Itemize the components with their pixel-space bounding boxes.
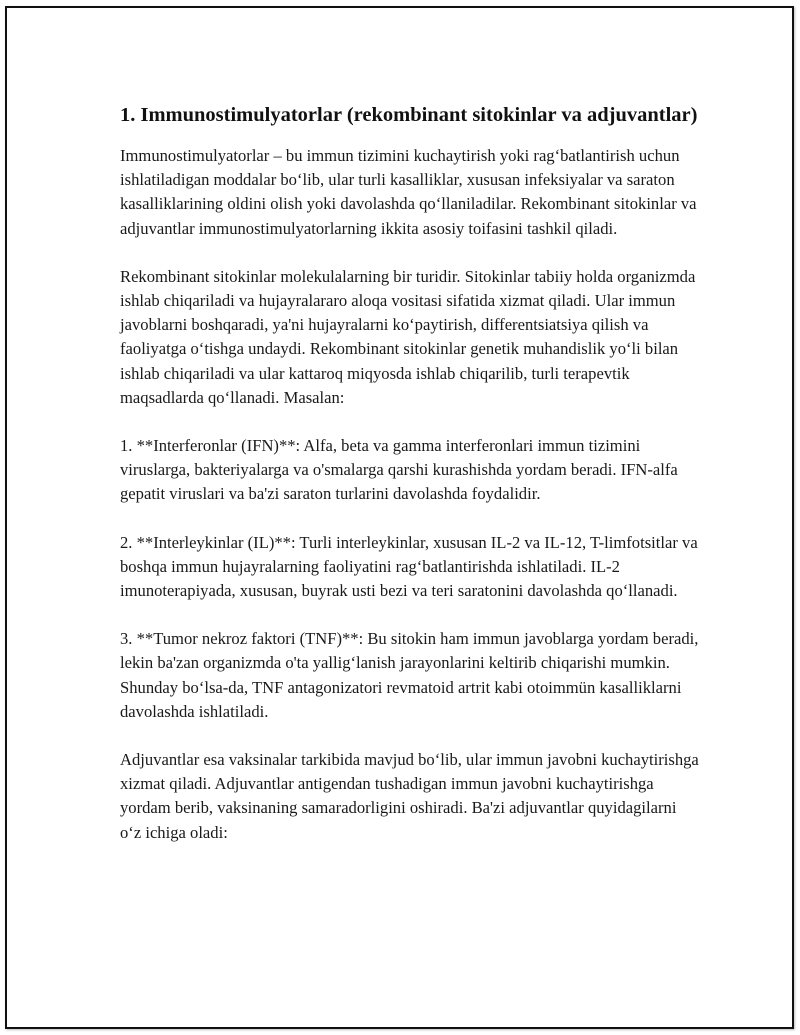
- paragraph-intro: Immunostimulyatorlar – bu immun tizimini kuchaytirish yoki rag‘batlantirish uchun ishlatiladigan moddalar bo‘lib, ular turli kasalliklar, xususan infeksiyalar va saraton kasalliklarining oldini olish yoki davolashda qo‘llaniladilar. Rekombinant sitokinlar va adjuvantlar immunostimulyatorlarning ikkita asosiy toifasini tashkil qiladi.: [120, 146, 697, 238]
- document-page: [5, 6, 794, 1029]
- list-item-interferons: 1. **Interferonlar (IFN)**: Alfa, beta va gamma interferonlari immun tizimini viruslarga, bakteriyalarga va o'smalarga qarshi kurashishda yordam beradi. IFN-alfa gepatit viruslari va ba'zi saraton turlarini davolashda foydalidir.: [120, 436, 678, 504]
- list-item-tnf: 3. **Tumor nekroz faktori (TNF)**: Bu sitokin ham immun javoblarga yordam beradi, lekin ba'zan organizmda o'ta yallig‘lanish jarayonlarini keltirib chiqarishi mumkin. Shunday bo‘lsa-da, TNF antagonizatori revmatoid artrit kabi otoimmün kasalliklarni davolashda ishlatiladi.: [120, 629, 699, 721]
- section-heading: 1. Immunostimulyatorlar (rekombinant sitokinlar va adjuvantlar): [120, 104, 698, 126]
- document-body: [120, 100, 700, 869]
- list-item-interleukins: 2. **Interleykinlar (IL)**: Turli interleykinlar, xususan IL-2 va IL-12, T-limfotsitlar va boshqa immun hujayralarning faoliyatini rag‘batlantirishda ishlatiladi. IL-2 imunoterapiyada, xususan, buyrak usti bezi va teri saratonini davolashda qo‘llanadi.: [120, 532, 698, 601]
- paragraph-adjuvants: Adjuvantlar esa vaksinalar tarkibida mavjud bo‘lib, ular immun javobni kuchaytirishga xizmat qiladi. Adjuvantlar antigendan tushadigan immun javobni kuchaytirishga yordam berib, vaksinaning samaradorligini oshiradi. Ba'zi adjuvantlar quyidagilarni o‘z ichiga oladi:: [120, 750, 699, 842]
- paragraph-recombinant-cytokines: Rekombinant sitokinlar molekulalarning bir turidir. Sitokinlar tabiiy holda organizmda ishlab chiqariladi va hujayralararo aloqa vositasi sifatida xizmat qiladi. Ular immun javoblarni boshqaradi, ya'ni hujayralarni ko‘paytirish, differentsiatsiya qilish va faoliyatga o‘tishga undaydi. Rekombinant sitokinlar genetik muhandislik yo‘li bilan ishlab chiqariladi va ular kattaroq miqyosda ishlab chiqarilib, turli terapevtik maqsadlarda qo‘llanadi. Masalan:: [120, 266, 696, 407]
